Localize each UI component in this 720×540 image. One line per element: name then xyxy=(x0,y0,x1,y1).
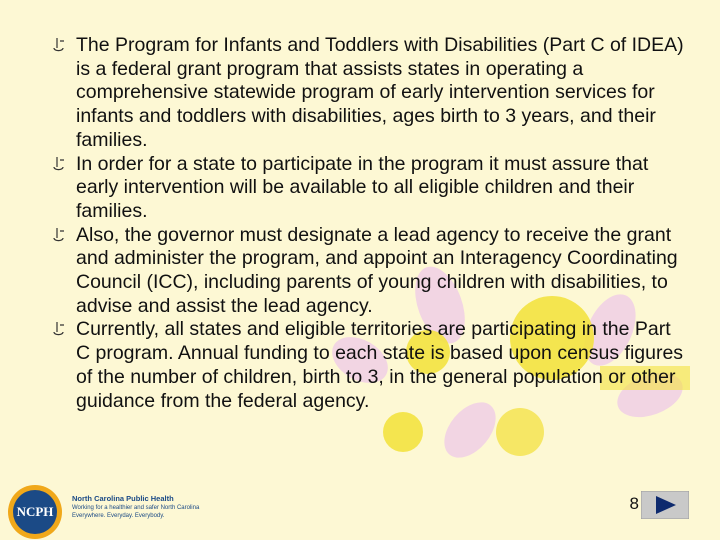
logo-tagline: Working for a healthier and safer North Carolina xyxy=(72,505,200,511)
logo-tagline: Everywhere. Everyday. Everybody. xyxy=(72,513,165,519)
logo-abbrev: NCPH xyxy=(16,504,54,519)
bullet-list xyxy=(52,34,684,413)
sun-shape-bottom xyxy=(496,408,544,456)
bullet-symbol-icon xyxy=(52,319,68,339)
slide-body xyxy=(52,34,684,413)
ncph-logo xyxy=(0,482,230,540)
bullet-symbol-icon xyxy=(52,154,68,174)
page-number: 8 xyxy=(629,494,639,513)
bullet-symbol-icon xyxy=(52,225,68,245)
bullet-text: Currently, all states and eligible territories are participating in the Part C program. Annual funding to each state is based upon census figures of the number of children, birth to 3, in the general population or other guidance from the federal agency. xyxy=(76,318,684,412)
bullet-text: The Program for Infants and Toddlers with Disabilities (Part C of IDEA) is a federal grant program that assists states in operating a comprehensive statewide program of early intervention services for infants and toddlers with disabilities, ages birth to 3 years, and their families. xyxy=(76,34,684,151)
sun-shape-small xyxy=(383,412,423,452)
bullet-symbol-icon xyxy=(52,35,68,55)
bullet-item xyxy=(52,318,684,413)
logo-org-name: North Carolina Public Health xyxy=(72,494,174,503)
next-slide-button[interactable] xyxy=(641,491,689,519)
bullet-item xyxy=(52,34,684,153)
bullet-item xyxy=(52,224,684,319)
bullet-text: Also, the governor must designate a lead agency to receive the grant and administer the program, and appoint an Interagency Coordinating Council (ICC), including parents of young children with disabilities, to advise and assist the lead agency. xyxy=(76,223,678,317)
bullet-text: In order for a state to participate in the program it must assure that early intervention will be available to all eligible children and their families. xyxy=(76,152,649,222)
bullet-item xyxy=(52,153,684,224)
